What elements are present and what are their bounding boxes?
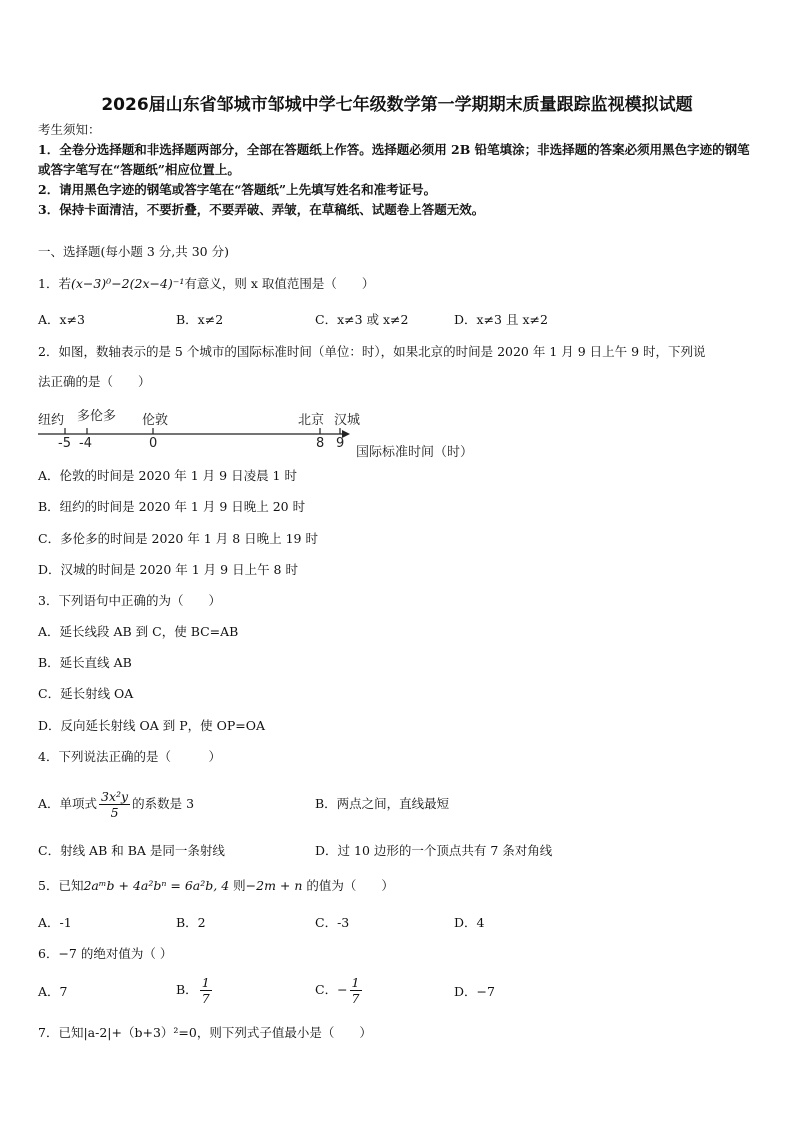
q3-stem: 3．下列语句中正确的为（ ） [38,593,221,608]
q1-expression: (x−3)⁰−2(2x−4)⁻¹ [70,276,185,291]
notice-item-1: 1．全卷分选择题和非选择题两部分，全部在答题纸上作答。选择题必须用 2B 铅笔填涂；非选择题的答案必须用黑色字迹的钢笔或答字笔写在“答题纸”相应位置上。 [38,142,750,177]
q4-option-d: D．过 10 边形的一个顶点共有 7 条对角线 [315,843,553,858]
q6-c-denominator: 7 [351,991,360,1006]
q4-a-suffix: 的系数是 3 [132,796,195,811]
tick-label-9: 9 [336,436,345,451]
q1-option-c: C．x≠3 或 x≠2 [315,312,409,327]
city-label-toronto: 多伦多 [77,409,117,424]
q4-a-denominator: 5 [110,805,119,820]
city-label-beijing: 北京 [298,413,325,428]
q2-option-a: A．伦敦的时间是 2020 年 1 月 9 日凌晨 1 时 [38,468,297,483]
q6-b-prefix: B． [176,982,198,997]
q4-option-a [38,786,194,822]
q3-option-a: A．延长线段 AB 到 C，使 BC=AB [38,624,239,639]
q4-a-fraction [99,789,130,820]
q6-b-numerator: 1 [201,975,210,990]
q4-option-c: C．射线 AB 和 BA 是同一条射线 [38,843,225,858]
notice-item-2: 2．请用黑色字迹的钢笔或答字笔在“答题纸”上先填写姓名和准考证号。 [38,182,437,197]
q1-suffix: 有意义，则 x 取值范围是（ ） [184,276,375,291]
q2-stem-line2: 法正确的是（ ） [38,374,151,389]
page-title: 2026届山东省邹城市邹城中学七年级数学第一学期期末质量跟踪监视模拟试题 [101,95,693,115]
q4-stem: 4．下列说法正确的是（ ） [38,749,221,764]
q3-option-b: B．延长直线 AB [38,655,132,670]
q5-expression: 2aᵐb + 4a²bⁿ = 6a²b, 4 [83,878,230,893]
q1-option-b: B．x≠2 [176,312,224,327]
tick-label-0: 0 [149,436,158,451]
q4-option-b: B．两点之间，直线最短 [315,796,450,811]
city-label-newyork: 纽约 [38,413,65,428]
q2-option-b: B．纽约的时间是 2020 年 1 月 9 日晚上 20 时 [38,499,306,514]
notice-heading: 考生须知： [38,122,101,137]
q1-option-d: D．x≠3 且 x≠2 [454,312,548,327]
tick-label-8: 8 [316,436,325,451]
q1-prefix: 1．若 [38,276,71,291]
q2-option-c: C．多伦多的时间是 2020 年 1 月 8 日晚上 19 时 [38,531,318,546]
q5-option-b: B．2 [176,915,206,930]
q2-option-d: D．汉城的时间是 2020 年 1 月 9 日上午 8 时 [38,562,298,577]
q3-option-d: D．反向延长射线 OA 到 P，使 OP=OA [38,718,266,733]
q2-stem-line1: 2．如图，数轴表示的是 5 个城市的国际标准时间（单位：时），如果北京的时间是 2020 年 1 月 9 日上午 9 时，下列说 [38,344,706,359]
city-label-london: 伦敦 [142,413,169,428]
q5-option-a: A．-1 [38,915,72,930]
q5-option-d: D．4 [454,915,485,930]
q6-stem: 6．−7 的绝对值为（ ） [38,946,173,961]
q6-c-fraction [350,975,362,1006]
q7-stem: 7．已知|a-2|+（b+3）²=0，则下列式子值最小是（ ） [38,1025,372,1040]
q5-expression-2: −2m + n [245,878,303,893]
q6-option-c [315,972,364,1008]
q3-option-c: C．延长射线 OA [38,686,134,701]
q5-suffix: 的值为（ ） [306,878,394,893]
q4-a-numerator: 3x²y [101,789,129,804]
q5-mid: 则 [233,878,246,893]
question-5 [38,878,394,894]
tick-label-minus5: -5 [58,436,71,451]
q5-option-c: C．-3 [315,915,350,930]
section-heading: 一、选择题(每小题 3 分,共 30 分) [38,244,229,259]
q1-option-a: A．x≠3 [38,312,86,327]
axis-unit-label: 国际标准时间（时） [356,445,474,460]
q6-option-a: A．7 [38,984,68,999]
q6-c-prefix: C．− [315,982,348,997]
city-label-seoul: 汉城 [334,413,361,428]
q4-a-prefix: A．单项式 [38,796,98,811]
tick-label-minus4: -4 [79,436,92,451]
q6-c-numerator: 1 [351,975,360,990]
q6-b-fraction [200,975,212,1006]
q5-prefix: 5．已知 [38,878,84,893]
q6-option-b [176,972,214,1008]
notice-item-3: 3．保持卡面清洁，不要折叠，不要弄破、弄皱，在草稿纸、试题卷上答题无效。 [38,202,485,217]
q6-b-denominator: 7 [201,991,210,1006]
q6-option-d: D．−7 [454,984,495,999]
